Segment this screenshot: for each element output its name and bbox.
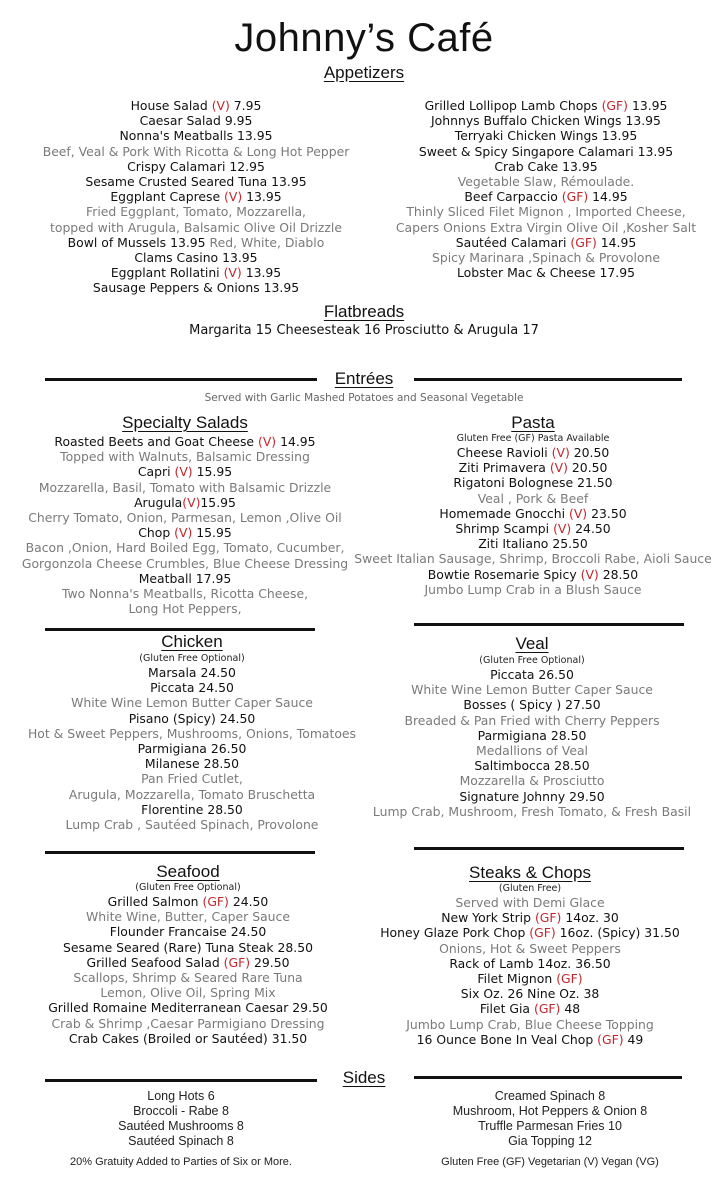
menu-item [0, 159, 392, 174]
menu-item-price: 25.50 [552, 536, 588, 552]
menu-item-description: White Wine Lemon Butter Caper Sauce [71, 695, 313, 711]
menu-item-price: 20.50 [571, 460, 608, 476]
menu-item-name: Parmigiana [137, 741, 207, 757]
dietary-tag: (V) [182, 494, 201, 510]
menu-item [364, 159, 728, 174]
menu-item-price: 12.95 [229, 158, 265, 174]
menu-item-price: 36.50 [575, 955, 611, 971]
menu-item-name: Homemade Gnocchi [439, 505, 566, 521]
chicken-list [0, 665, 384, 832]
menu-item-name: Signature Johnny [459, 788, 566, 804]
menu-item [0, 955, 376, 970]
menu-item-name: Grilled Seafood Salad [86, 954, 220, 970]
chicken-divider [45, 628, 315, 631]
menu-item [364, 98, 728, 113]
menu-item [364, 667, 700, 682]
menu-item-price: 49 [627, 1031, 644, 1047]
menu-item-description: Lump Crab, Mushroom, Fresh Tomato, & Fresh Basil [372, 803, 692, 819]
chicken-heading: Chicken [161, 632, 223, 651]
menu-item-description: Mozzarella, Basil, Tomato with Balsamic Drizzle [38, 479, 332, 495]
menu-item-price: 7.95 [233, 98, 262, 113]
menu-item-description: Veal , Pork & Beef [477, 490, 589, 506]
menu-item [364, 697, 700, 712]
menu-item [350, 567, 716, 582]
menu-item-description: White Wine, Butter, Caper Sauce [86, 909, 290, 925]
dietary-tag: (V) [551, 445, 570, 460]
menu-item [0, 128, 392, 143]
menu-item-description: Arugula, Mozzarella, Tomato Bruschetta [68, 786, 316, 802]
menu-item-description: Long Hot Peppers, [128, 601, 242, 617]
veal-list [364, 667, 700, 819]
menu-item-description: Served with Demi Glace [455, 895, 605, 910]
menu-item-price: 24.50 [200, 665, 236, 680]
flatbreads-heading: Flatbreads [323, 302, 405, 321]
sides-right-list [400, 1089, 700, 1149]
sides-heading: Sides [342, 1068, 386, 1087]
menu-item-name: Chop [138, 525, 175, 541]
dietary-tag: (V) [257, 434, 277, 449]
menu-item-description: Scallops, Shrimp & Seared Rare Tuna [73, 970, 303, 986]
menu-item-description: Thinly Sliced Filet Mignon , Imported Cheese, [406, 204, 686, 220]
menu-item-price: 9.95 [224, 113, 253, 129]
side-item: Gia Topping 12 [508, 1134, 592, 1148]
menu-item-description: Medallions of Veal [476, 743, 588, 759]
menu-item-name: Piccata [150, 680, 195, 696]
menu-item-name: Clams Casino [134, 250, 219, 266]
menu-item [364, 910, 696, 925]
menu-item-name: Arugula [134, 494, 183, 510]
menu-item [364, 789, 700, 804]
menu-item-name: Grilled Salmon [107, 894, 199, 909]
dietary-tag: (GF) [561, 189, 589, 205]
menu-item-name: Sausage Peppers & Onions [92, 280, 260, 296]
menu-item-description: Breaded & Pan Fried with Cherry Peppers [404, 712, 660, 728]
menu-item-description: Spicy Marinara ,Spinach & Provolone [432, 250, 660, 266]
menu-item [0, 434, 370, 449]
dietary-tag: (GF) [570, 234, 597, 250]
menu-item-name: Milanese [144, 756, 200, 772]
menu-item [0, 174, 392, 189]
flatbreads-line: Margarita 15 Cheesesteak 16 Prosciutto & Arugula 17 [189, 323, 539, 338]
entrees-divider-right [414, 378, 682, 381]
sides-divider-right [414, 1076, 682, 1079]
menu-item-name: Meatball [138, 570, 192, 586]
menu-item-name: Nonna's Meatballs [119, 128, 234, 144]
menu-item-name: Filet Gia [479, 1001, 531, 1017]
menu-item-name: Eggplant Rollatini [110, 265, 220, 281]
menu-item-name: Cheese Ravioli [456, 445, 548, 460]
menu-item-name: Crab Cake [494, 158, 559, 174]
menu-item-name: Rigatoni Bolognese [453, 475, 574, 491]
menu-item-name: House Salad [130, 98, 208, 113]
menu-item-description: Two Nonna's Meatballs, Ricotta Cheese, [61, 586, 309, 602]
menu-item-name: Six Oz. 26 Nine Oz. 38 [460, 986, 600, 1002]
menu-item [0, 802, 384, 817]
menu-item-name: Parmigiana [477, 727, 547, 743]
veal-subtitle: (Gluten Free Optional) [479, 655, 585, 666]
menu-item-name: Terryaki Chicken Wings [454, 128, 598, 144]
menu-item-name: Grilled Romaine Mediterranean Caesar [48, 1000, 289, 1016]
menu-item-price: 24.50 [575, 521, 611, 537]
side-item: Truffle Parmesan Fries 10 [478, 1119, 622, 1133]
menu-item-price: 28.50 [550, 727, 587, 743]
menu-item-name: Grilled Lollipop Lamb Chops [424, 98, 598, 113]
menu-item [350, 460, 716, 475]
menu-item-description: Fried Eggplant, Tomato, Mozzarella, [86, 204, 306, 220]
menu-item-price: 29.50 [569, 788, 605, 804]
veal-column [364, 655, 700, 819]
menu-item-name: Lobster Mac & Cheese [456, 265, 596, 281]
dietary-tag: (V) [569, 505, 588, 521]
menu-item [0, 495, 370, 510]
menu-item-name: Honey Glaze Pork Chop [380, 925, 526, 941]
seafood-column [0, 882, 376, 1046]
menu-item-price: 29.50 [254, 954, 290, 970]
menu-item [0, 924, 376, 939]
dietary-tag: (V) [553, 521, 572, 537]
menu-item-description: Gorgonzola Cheese Crumbles, Blue Cheese Dressing [21, 555, 349, 571]
menu-item-price: 17.95 [599, 265, 635, 281]
side-item: Creamed Spinach 8 [494, 1089, 606, 1103]
menu-item-name: Capri [137, 464, 171, 480]
steaks-heading: Steaks & Chops [469, 863, 591, 882]
menu-item-price: 24.50 [198, 680, 234, 696]
menu-item-name: Sesame Crusted Seared Tuna [85, 174, 268, 190]
menu-item-price: 26.50 [538, 667, 574, 682]
dietary-tag: (GF) [597, 1031, 624, 1047]
menu-item-description: Crab & Shrimp ,Caesar Parmigiano Dressing [51, 1015, 325, 1031]
veal-heading: Veal [515, 634, 549, 653]
menu-item-price: 28.50 [207, 801, 243, 817]
menu-item-description: White Wine Lemon Butter Caper Sauce [411, 682, 653, 698]
menu-item-price: 13.95 [637, 143, 674, 159]
menu-item [364, 189, 728, 204]
menu-item [350, 536, 716, 551]
steaks-divider [414, 847, 684, 850]
menu-item [0, 464, 370, 479]
menu-item [364, 728, 700, 743]
menu-item-name: Marsala [148, 665, 197, 680]
menu-item [0, 571, 370, 586]
menu-item-price: 13.95 [562, 158, 598, 174]
menu-item-price: 13.95 [222, 250, 258, 266]
side-item: Sautéed Spinach 8 [128, 1134, 234, 1148]
menu-item [0, 680, 384, 695]
menu-item [0, 189, 392, 204]
side-item: Broccoli - Rabe 8 [133, 1104, 229, 1118]
menu-item [0, 1000, 376, 1015]
menu-item-name: Roasted Beets and Goat Cheese [54, 434, 255, 449]
dietary-tag: (V) [211, 98, 230, 113]
menu-item [0, 250, 392, 265]
restaurant-title: Johnny’s Café [234, 16, 494, 60]
menu-item-price: 16oz. (Spicy) 31.50 [559, 925, 680, 941]
menu-item-description: Hot & Sweet Peppers, Mushrooms, Onions, Tomatoes [27, 725, 357, 741]
menu-item [364, 971, 696, 986]
menu-item-price: 13.95 [625, 113, 661, 129]
menu-item-price: 13.95 [170, 234, 206, 250]
menu-item [350, 521, 716, 536]
menu-item-name: Bowtie Rosemarie Spicy [427, 566, 577, 582]
menu-item-name: Filet Mignon [477, 971, 553, 987]
appetizers-right-column [364, 98, 728, 280]
menu-item-name: Shrimp Scampi [455, 521, 550, 537]
menu-item-description: Jumbo Lump Crab in a Blush Sauce [424, 581, 642, 597]
menu-item-name: Bowl of Mussels [67, 234, 167, 250]
menu-item [364, 128, 728, 143]
menu-item-price: 14.95 [600, 234, 637, 250]
menu-item-name: Sesame Seared (Rare) Tuna Steak [63, 939, 274, 955]
menu-item-description: Lump Crab , Sautéed Spinach, Provolone [65, 817, 319, 833]
menu-item [0, 741, 384, 756]
menu-item-price: 28.50 [203, 756, 240, 772]
menu-item [0, 525, 370, 540]
menu-item-price: 17.95 [195, 570, 232, 586]
menu-item-price: 21.50 [577, 475, 613, 491]
steaks-subtitle: (Gluten Free) [498, 883, 562, 894]
menu-item-description: Bacon ,Onion, Hard Boiled Egg, Tomato, Cucumber, [25, 540, 345, 556]
menu-item-description: Jumbo Lump Crab, Blue Cheese Topping [406, 1016, 654, 1032]
menu-item-name: Flounder Francaise [109, 924, 227, 940]
menu-item [0, 98, 392, 113]
menu-item-price: 24.50 [219, 710, 256, 726]
pasta-heading: Pasta [511, 413, 555, 432]
steaks-list [364, 895, 696, 1047]
side-item: Long Hots 6 [147, 1089, 215, 1103]
dietary-tag: (V) [224, 189, 243, 205]
dietary-tag: (V) [174, 464, 193, 480]
menu-item [0, 756, 384, 771]
menu-item-description: Cherry Tomato, Onion, Parmesan, Lemon ,Olive Oil [28, 510, 342, 526]
menu-item [0, 711, 384, 726]
menu-item-price: 13.95 [245, 265, 282, 281]
menu-item-price: 28.50 [602, 566, 639, 582]
menu-item-price: 26.50 [210, 741, 247, 757]
menu-item-name: Florentine [141, 801, 204, 817]
menu-item-price: 24.50 [230, 924, 267, 940]
menu-item-name: Rack of Lamb 14oz. [449, 955, 572, 971]
menu-item [0, 1031, 376, 1046]
menu-item [350, 445, 716, 460]
menu-item-price: 31.50 [271, 1030, 308, 1046]
menu-item-price: 27.50 [565, 697, 601, 713]
menu-item [350, 506, 716, 521]
menu-item-name: Sweet & Spicy Singapore Calamari [418, 143, 634, 159]
menu-item-description: Lemon, Olive Oil, Spring Mix [100, 985, 276, 1001]
pasta-column [350, 433, 716, 597]
menu-item [0, 265, 392, 280]
menu-item-name: Ziti Primavera [458, 460, 546, 476]
seafood-divider [45, 851, 315, 854]
menu-item-description: Capers Onions Extra Virgin Olive Oil ,Kosher Salt [395, 219, 697, 235]
menu-item-price: 28.50 [277, 939, 313, 955]
sides-left-list [45, 1089, 317, 1149]
menu-item-price: 13.95 [263, 280, 300, 296]
menu-item-price: 20.50 [573, 445, 610, 460]
dietary-tag: (V) [223, 265, 242, 281]
menu-item-name: Bosses ( Spicy ) [463, 697, 562, 713]
menu-item [0, 665, 384, 680]
menu-item [364, 235, 728, 250]
menu-item-name: Caesar Salad [139, 113, 221, 129]
gratuity-note: 20% Gratuity Added to Parties of Six or More. [70, 1156, 292, 1168]
menu-item-price: 15.95 [196, 464, 233, 480]
appetizers-heading: Appetizers [323, 63, 405, 82]
seafood-heading: Seafood [156, 862, 220, 881]
dietary-tag: (GF) [534, 910, 562, 926]
menu-item-price: 13.95 [271, 174, 307, 190]
menu-item-name: Saltimbocca [474, 758, 551, 774]
menu-item-description: topped with Arugula, Balsamic Olive Oil Drizzle [50, 219, 342, 235]
menu-item-price: 28.50 [554, 758, 590, 774]
menu-item-name: Crispy Calamari [127, 158, 226, 174]
menu-item [364, 986, 696, 1001]
menu-item [364, 758, 700, 773]
menu-item-price: 14oz. 30 [565, 910, 619, 926]
menu-item [364, 144, 728, 159]
dietary-tag: (V) [580, 566, 599, 582]
menu-item [0, 235, 392, 250]
dietary-tag: (GF) [202, 894, 229, 909]
dietary-tag: (GF) [223, 954, 251, 970]
seafood-subtitle: (Gluten Free Optional) [135, 882, 241, 893]
menu-item [0, 113, 392, 128]
pasta-subtitle: Gluten Free (GF) Pasta Available [456, 433, 610, 444]
menu-item-name: Crab Cakes (Broiled or Sautéed) [68, 1030, 268, 1046]
entrees-note: Served with Garlic Mashed Potatoes and Seasonal Vegetable [204, 392, 524, 404]
menu-item-price: 15.95 [196, 525, 232, 541]
menu-item [364, 113, 728, 128]
menu-item-options: Red, White, Diablo [209, 234, 325, 250]
menu-item-name: Ziti Italiano [478, 536, 549, 552]
menu-item-price: 23.50 [591, 505, 627, 521]
menu-item-name: 16 Ounce Bone In Veal Chop [416, 1031, 594, 1047]
menu-item-name: Johnnys Buffalo Chicken Wings [431, 113, 622, 129]
dietary-tag: (GF) [533, 1001, 561, 1017]
menu-item-price: 29.50 [292, 1000, 328, 1016]
side-item: Sautéed Mushrooms 8 [118, 1119, 244, 1133]
menu-item-name: Eggplant Caprese [110, 189, 221, 205]
steaks-column [364, 883, 696, 1047]
menu-item-price: 14.95 [592, 189, 628, 205]
side-item: Mushroom, Hot Peppers & Onion 8 [452, 1104, 648, 1118]
menu-item-description: Topped with Walnuts, Balsamic Dressing [60, 449, 310, 465]
menu-item-name: Sautéed Calamari [455, 234, 567, 250]
specialty-salads-heading: Specialty Salads [122, 413, 248, 432]
menu-item-name: Piccata [490, 667, 535, 682]
pasta-list [350, 445, 716, 597]
menu-item [364, 1032, 696, 1047]
dietary-legend: Gluten Free (GF) Vegetarian (V) Vegan (VG) [441, 1156, 659, 1168]
menu-item-price: 13.95 [236, 128, 273, 144]
menu-item [0, 280, 392, 295]
dietary-tag: (GF) [529, 925, 556, 941]
menu-item-description: Beef, Veal & Pork With Ricotta & Long Hot Pepper [42, 143, 350, 159]
appetizers-left-column [0, 98, 392, 296]
menu-item-description: Sweet Italian Sausage, Shrimp, Broccoli Rabe, Aioli Sauce [354, 551, 712, 567]
chicken-subtitle: (Gluten Free Optional) [139, 653, 245, 664]
menu-item [364, 956, 696, 971]
dietary-tag: (GF) [556, 971, 583, 987]
chicken-column [0, 653, 384, 832]
dietary-tag: (GF) [601, 98, 628, 113]
menu-item [364, 1001, 696, 1016]
specialty-salads-list [0, 434, 370, 616]
menu-item [364, 265, 728, 280]
menu-item-name: Beef Carpaccio [464, 189, 558, 205]
menu-item [364, 925, 696, 940]
entrees-heading: Entrées [334, 369, 394, 388]
menu-item-price: 13.95 [246, 189, 282, 205]
dietary-tag: (V) [549, 460, 568, 476]
menu-item [0, 940, 376, 955]
menu-item-price: 24.50 [232, 894, 269, 909]
menu-item-price: 13.95 [631, 98, 668, 113]
menu-item [350, 475, 716, 490]
seafood-list [0, 894, 376, 1046]
menu-item-name: New York Strip [441, 910, 531, 926]
menu-item [0, 894, 376, 909]
dietary-tag: (V) [174, 525, 193, 541]
menu-item-price: 15.95 [200, 494, 236, 510]
menu-item-description: Vegetable Slaw, Rémoulade. [457, 174, 635, 190]
veal-divider [414, 623, 684, 626]
menu-item-price: 13.95 [601, 128, 638, 144]
menu-item-price: 48 [564, 1001, 581, 1017]
menu-item-name: Pisano (Spicy) [128, 710, 216, 726]
menu-item-description: Pan Fried Cutlet, [141, 771, 243, 787]
menu-item-description: Mozzarella & Prosciutto [459, 773, 605, 789]
menu-item-price: 14.95 [280, 434, 316, 449]
menu-item-description: Onions, Hot & Sweet Peppers [439, 940, 621, 956]
